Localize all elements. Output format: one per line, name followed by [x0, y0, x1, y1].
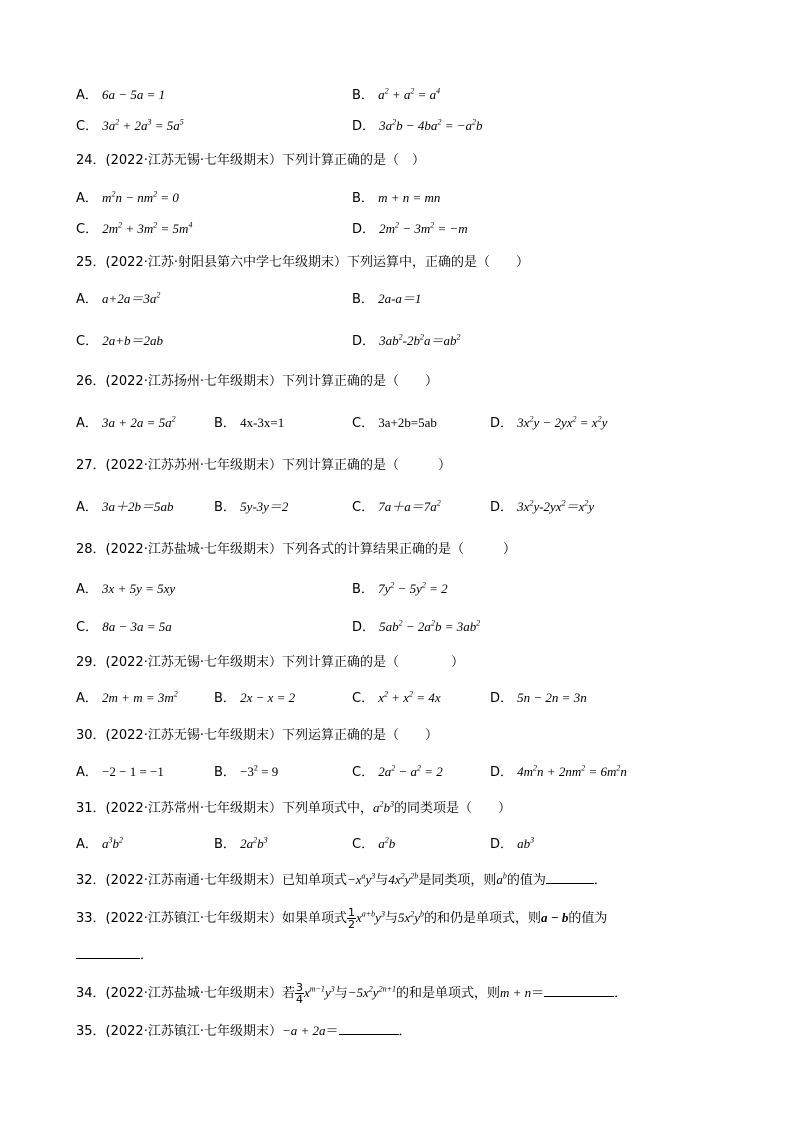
option-label: C． — [352, 837, 375, 852]
option-expression: 4x-3x=1 — [240, 415, 285, 430]
option-expression: 3a＋2b＝5ab — [102, 499, 174, 514]
q32-expression: $a^b$ — [496, 871, 507, 887]
option-expression: 3x + 5y = 5xy — [102, 581, 176, 596]
q32-mid1: 与 — [375, 873, 389, 888]
option-expression: 6a − 5a = 1 — [102, 87, 166, 102]
q25-stem: 25．(2022·江苏·射阳县第六中学七年级期末）下列运算中，正确的是（ ） — [76, 255, 529, 270]
q28-option-b — [352, 578, 448, 597]
answer-blank[interactable] — [76, 946, 140, 959]
answer-blank[interactable] — [546, 871, 594, 884]
option-expression: 3a+2b=5ab — [378, 415, 437, 430]
option-expression: $3a + 2a = 5a^2$ — [102, 414, 176, 430]
q31-monomial: $a^2b^3$ — [372, 799, 394, 815]
option-label: D． — [490, 500, 514, 515]
q34-monomial-2: $-5x^2y^{2n+1}$ — [347, 984, 396, 1000]
q33-answer-line: ． — [76, 944, 153, 963]
q25-option-b — [352, 288, 421, 307]
option-expression: $m^2n - nm^2 = 0$ — [102, 189, 179, 205]
q33-expression: a − b — [541, 910, 569, 925]
q35-post: ＝ — [325, 1024, 339, 1039]
q35-expression: −a + 2a — [281, 1023, 326, 1038]
option-label: B． — [214, 691, 236, 706]
q26-stem: 26．(2022·江苏扬州·七年级期末）下列计算正确的是（ ） — [76, 374, 438, 389]
option-label: C． — [352, 765, 375, 780]
option-expression: 2a-a＝1 — [378, 291, 422, 306]
q32-pre: 32．(2022·江苏南通·七年级期末）已知单项式 — [76, 873, 347, 888]
q28-option-c — [76, 616, 172, 635]
option-label: B． — [352, 191, 374, 206]
option-expression: m + n = mn — [378, 190, 441, 205]
option-label: C． — [76, 119, 99, 134]
option-expression: $7y^2 - 5y^2 = 2$ — [378, 580, 448, 596]
q30-option-b — [214, 761, 278, 780]
option-expression: $a+2a=3a^2$ — [102, 290, 161, 306]
option-label: A． — [76, 500, 98, 515]
option-label: D． — [490, 691, 514, 706]
q31-option-a — [76, 833, 123, 852]
option-label: D． — [352, 222, 376, 237]
q30-option-a — [76, 761, 164, 780]
q31-stem-pre: 31．(2022·江苏常州·七年级期末）下列单项式中， — [76, 801, 373, 816]
q31-option-b — [214, 833, 268, 852]
q30-stem: 30．(2022·江苏无锡·七年级期末）下列运算正确的是（ ） — [76, 728, 438, 743]
option-label: B． — [214, 765, 236, 780]
option-expression: $2m^2 - 3m^2 = -m$ — [379, 220, 468, 236]
option-label: A． — [76, 691, 98, 706]
q34-expression: m + n — [499, 985, 532, 1000]
option-label: D． — [490, 837, 514, 852]
option-expression: $2m^2 + 3m^2 = 5m^4$ — [102, 220, 193, 236]
option-label: A． — [76, 837, 98, 852]
q28-option-a — [76, 578, 175, 597]
q33-post: 的值为 — [568, 911, 608, 926]
option-expression: $3x^2y - 2yx^2 = x^2y$ — [517, 414, 608, 430]
option-label: D． — [352, 334, 376, 349]
q34-monomial-1: $x^{m-1}y^3$ — [303, 984, 335, 1000]
q33-monomial-2: $5x^2y^b$ — [397, 909, 425, 925]
option-expression: $5ab^2 - 2a^2b = 3ab^2$ — [379, 618, 481, 634]
q23-option-b — [352, 84, 440, 103]
q26-option-d — [490, 412, 607, 431]
q29-option-d — [490, 687, 587, 706]
option-label: B． — [352, 582, 374, 597]
q32-post: 的值为 — [506, 873, 546, 888]
q31-option-d — [490, 833, 534, 852]
q24-option-d — [352, 218, 468, 237]
option-label: A． — [76, 416, 98, 431]
option-expression: 8a − 3a = 5a — [102, 619, 172, 634]
option-expression: −2 − 1 = −1 — [102, 764, 164, 779]
option-expression: $3ab^2-2b^2a=ab^2$ — [379, 332, 461, 348]
option-label: B． — [214, 416, 236, 431]
q29-option-a — [76, 687, 178, 706]
q34-mid1: 与 — [334, 986, 348, 1001]
q31-option-c — [352, 833, 395, 852]
q31-stem-post: 的同类项是（ ） — [393, 801, 511, 816]
option-expression: $7a+a=7a^2$ — [378, 498, 441, 514]
fraction-one-half: $\frac{1}{2}$ — [347, 906, 355, 931]
option-label: A． — [76, 88, 98, 103]
q30-option-d — [490, 761, 627, 780]
q25-option-a — [76, 288, 160, 307]
option-expression: $a^2b$ — [378, 835, 396, 851]
q34-stem: 34．(2022·江苏盐城·七年级期末）若 $\frac{3}{4}$ $x^{m-1}y^3$与$-5x^2y^{2n+1}$的和是单项式，则m + n＝ ． — [76, 981, 628, 1006]
q26-option-a — [76, 412, 176, 431]
option-label: A． — [76, 292, 98, 307]
option-label: C． — [352, 691, 375, 706]
q32-stem: 32．(2022·江苏南通·七年级期末）已知单项式$-x^ay^3$与$4x^2y^{2b}$是同类项，则$a^b$的值为 ． — [76, 871, 607, 888]
option-expression: $2a^2b^3$ — [240, 835, 268, 851]
option-expression: $3x^2y-2yx^2=x^2y$ — [517, 498, 595, 514]
q23-option-a — [76, 84, 165, 103]
option-label: B． — [352, 88, 374, 103]
q32-monomial-2: $4x^2y^{2b}$ — [388, 871, 419, 887]
q27-option-c — [352, 496, 441, 515]
q30-option-c — [352, 761, 443, 780]
option-label: D． — [490, 765, 514, 780]
q24-stem: 24．(2022·江苏无锡·七年级期末）下列计算正确的是（ ） — [76, 153, 425, 168]
q34-post: ＝ — [531, 986, 545, 1001]
q26-option-c — [352, 412, 437, 431]
q32-monomial-1: $-x^ay^3$ — [346, 871, 376, 887]
q28-stem: 28．(2022·江苏盐城·七年级期末）下列各式的计算结果正确的是（ ） — [76, 542, 516, 557]
q25-option-c — [76, 330, 163, 349]
option-expression: $3a^2b - 4ba^2 = -a^2b$ — [379, 117, 483, 133]
q33-pre: 33．(2022·江苏镇江·七年级期末）如果单项式 — [76, 911, 347, 926]
q29-option-c — [352, 687, 441, 706]
option-expression: 5y-3y＝2 — [240, 499, 289, 514]
option-expression: $ab^3$ — [517, 835, 535, 851]
option-expression: $3a^2 + 2a^3 = 5a^5$ — [102, 117, 184, 133]
q32-mid2: 是同类项，则 — [418, 873, 497, 888]
option-label: D． — [490, 416, 514, 431]
q23-option-d — [352, 115, 482, 134]
option-label: A． — [76, 582, 98, 597]
answer-blank[interactable] — [339, 1022, 399, 1035]
q27-stem: 27．(2022·江苏苏州·七年级期末）下列计算正确的是（ ） — [76, 458, 451, 473]
option-expression: $a^3b^2$ — [102, 835, 124, 851]
option-label: C． — [76, 222, 99, 237]
option-expression: 2x − x = 2 — [240, 690, 296, 705]
q33-mid1: 与 — [384, 911, 398, 926]
option-label: C． — [352, 500, 375, 515]
option-label: B． — [214, 837, 236, 852]
option-label: C． — [352, 416, 375, 431]
q31-stem — [76, 797, 511, 816]
option-label: A． — [76, 765, 98, 780]
q33-mid2: 的和仍是单项式，则 — [424, 911, 542, 926]
answer-blank[interactable] — [544, 984, 614, 997]
q24-option-c — [76, 218, 192, 237]
option-label: D． — [352, 620, 376, 635]
q27-option-d — [490, 496, 594, 515]
q24-option-b — [352, 187, 440, 206]
fraction-three-quarters: $\frac{3}{4}$ — [295, 981, 303, 1006]
option-label: B． — [352, 292, 374, 307]
option-expression: $2a^2 - a^2 = 2$ — [378, 763, 443, 779]
option-expression: $4m^2n + 2nm^2 = 6m^2n$ — [517, 763, 627, 779]
option-label: C． — [76, 334, 99, 349]
q25-option-d — [352, 330, 461, 349]
q35-pre: 35．(2022·江苏镇江·七年级期末） — [76, 1024, 282, 1039]
option-expression: 2a+b＝2ab — [102, 333, 163, 348]
q34-pre: 34．(2022·江苏盐城·七年级期末）若 — [76, 986, 295, 1001]
q33-monomial-1: $x^{a+b}y^3$ — [355, 909, 385, 925]
option-expression: $a^2 + a^2 = a^4$ — [378, 86, 441, 102]
option-label: B． — [214, 500, 236, 515]
q26-option-b — [214, 412, 284, 431]
q33-stem — [76, 907, 607, 930]
q35-stem: 35．(2022·江苏镇江·七年级期末）−a + 2a＝ ． — [76, 1023, 412, 1039]
q34-mid2: 的和是单项式，则 — [395, 986, 500, 1001]
option-expression: $2m + m = 3m^2$ — [102, 689, 178, 705]
q28-option-d — [352, 616, 480, 635]
option-expression: $x^2 + x^2 = 4x$ — [378, 689, 441, 705]
q27-option-a — [76, 496, 174, 515]
q29-option-b — [214, 687, 295, 706]
q29-stem: 29．(2022·江苏无锡·七年级期末）下列计算正确的是（ ） — [76, 655, 464, 670]
q24-option-a — [76, 187, 179, 206]
option-expression: 5n − 2n = 3n — [517, 690, 587, 705]
option-expression: $-3^2 = 9$ — [240, 763, 279, 779]
q27-option-b — [214, 496, 288, 515]
q23-option-c — [76, 115, 184, 134]
option-label: A． — [76, 191, 98, 206]
option-label: C． — [76, 620, 99, 635]
option-label: D． — [352, 119, 376, 134]
